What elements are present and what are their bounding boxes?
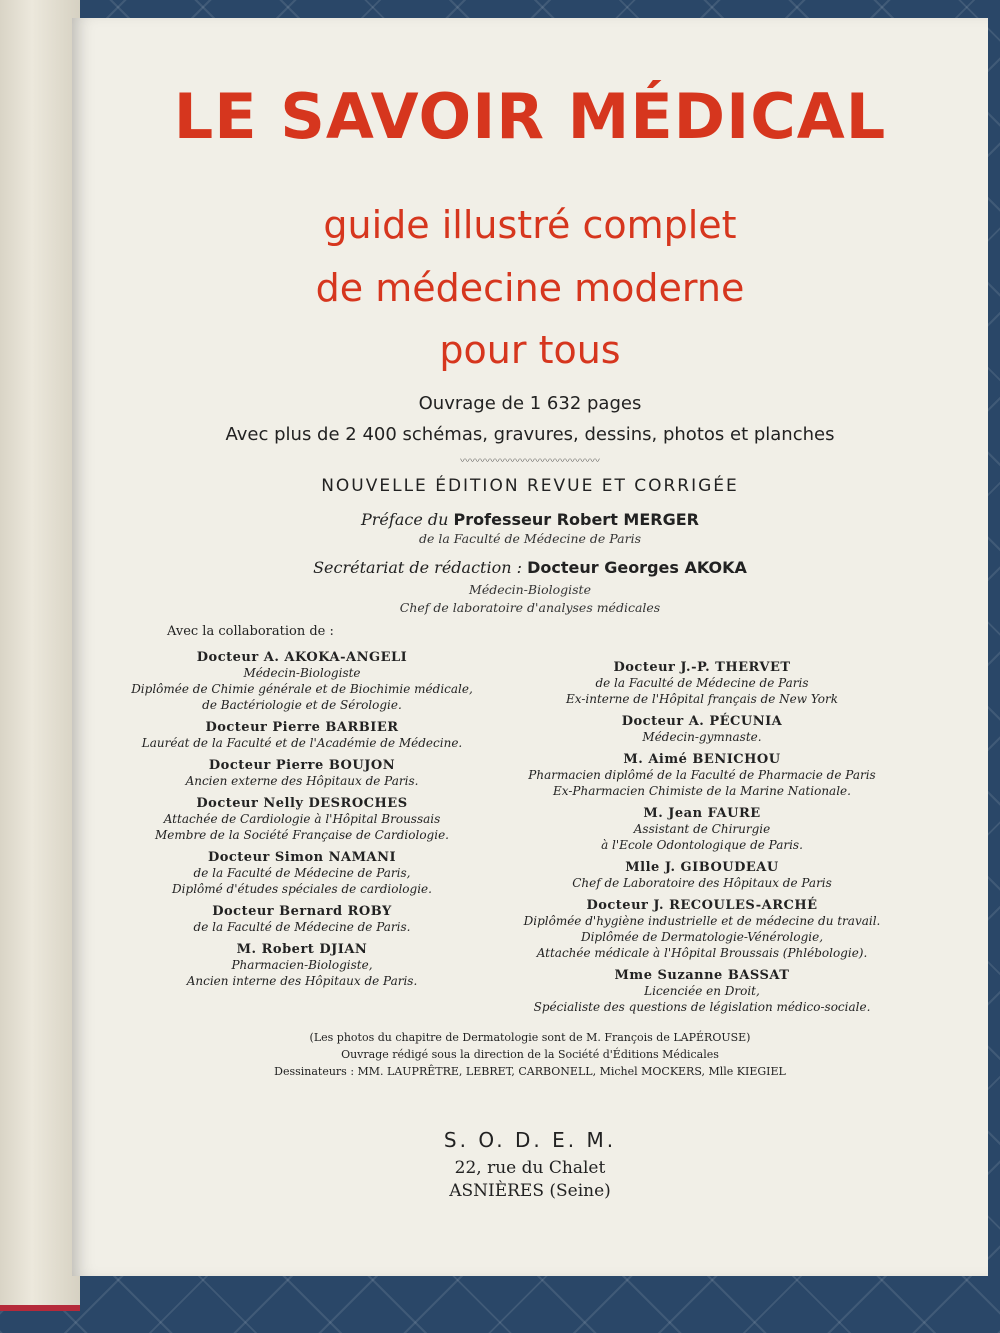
collaborator-name: Docteur A. PÉCUNIA	[621, 714, 783, 729]
wavy-divider: 〰〰〰〰〰〰〰〰〰〰〰〰〰〰	[460, 456, 600, 467]
collaborator-credential: Médecin-Biologiste	[243, 666, 361, 680]
preface-line	[72, 510, 988, 529]
collaborator-credential: de la Faculté de Médecine de Paris.	[193, 920, 411, 934]
collaborator-credential: de Bactériologie et de Sérologie.	[202, 698, 402, 712]
title-page	[72, 18, 988, 1276]
collaborator-credential: Membre de la Société Française de Cardiologie.	[155, 828, 449, 842]
collaborators-left-column	[102, 650, 502, 996]
collaborator-credential: Diplômée d'hygiène industrielle et de médecine du travail.	[523, 914, 881, 928]
collaborator-credential: Spécialiste des questions de législation médico-sociale.	[533, 1000, 871, 1014]
collaborator-entry	[502, 752, 902, 799]
edition-note: NOUVELLE ÉDITION REVUE ET CORRIGÉE	[321, 476, 739, 496]
collaborator-entry	[502, 898, 902, 961]
collaborator-credential: Diplômée de Dermatologie-Vénérologie,	[580, 930, 824, 944]
secretariat-label: Secrétariat de rédaction :	[313, 558, 522, 577]
collaborator-name: M. Robert DJIAN	[236, 942, 368, 957]
collaborator-entry	[502, 968, 902, 1015]
secretariat-line	[72, 558, 988, 577]
collaborator-credential: Ex-Pharmacien Chimiste de la Marine Nationale.	[553, 784, 851, 798]
collaborator-name: Docteur J.-P. THERVET	[613, 660, 791, 675]
collaborator-credential: Ex-interne de l'Hôpital français de New York	[566, 692, 838, 706]
collaborator-credential: Chef de Laboratoire des Hôpitaux de Paris	[572, 876, 832, 890]
collaborator-credential: Attachée de Cardiologie à l'Hôpital Broussais	[163, 812, 441, 826]
collaborator-entry	[102, 904, 502, 935]
collaborator-entry	[502, 806, 902, 853]
collaborator-name: M. Aimé BENICHOU	[623, 752, 781, 767]
collaborator-credential: Attachée médicale à l'Hôpital Broussais (Phlébologie).	[536, 946, 868, 960]
collaborators-right-column	[502, 660, 902, 1022]
publisher-name: S. O. D. E. M.	[443, 1128, 617, 1152]
collaborator-entry	[502, 714, 902, 745]
subtitle-line-3: pour tous	[439, 328, 621, 372]
collaborator-credential: Médecin-gymnaste.	[642, 730, 762, 744]
collaborator-credential: de la Faculté de Médecine de Paris,	[193, 866, 411, 880]
collaborator-credential: Ancien externe des Hôpitaux de Paris.	[185, 774, 419, 788]
book-title: LE SAVOIR MÉDICAL	[173, 80, 887, 153]
collaborator-entry	[102, 796, 502, 843]
collaborator-credential: Pharmacien diplômé de la Faculté de Pharmacie de Paris	[528, 768, 876, 782]
collaborator-credential: Diplômée de Chimie générale et de Biochimie médicale,	[131, 682, 473, 696]
collaborator-credential: à l'Ecole Odontologique de Paris.	[601, 838, 803, 852]
collaborator-credential: de la Faculté de Médecine de Paris	[595, 676, 809, 690]
collaborator-credential: Pharmacien-Biologiste,	[231, 958, 373, 972]
editorial-credit: Ouvrage rédigé sous la direction de la Société d'Éditions Médicales	[341, 1048, 719, 1061]
book-page-edges	[0, 0, 80, 1311]
preface-affiliation: de la Faculté de Médecine de Paris	[419, 531, 641, 546]
page-count: Ouvrage de 1 632 pages	[418, 393, 642, 414]
secretariat-title-2: Chef de laboratoire d'analyses médicales	[399, 600, 661, 615]
collaborator-name: Mme Suzanne BASSAT	[614, 968, 790, 983]
collaborator-credential: Diplômé d'études spéciales de cardiologie.	[172, 882, 432, 896]
subtitle-line-2: de médecine moderne	[315, 266, 745, 310]
collaborator-name: Docteur Nelly DESROCHES	[196, 796, 408, 811]
publisher-street: 22, rue du Chalet	[454, 1158, 606, 1178]
collaborator-entry	[102, 850, 502, 897]
secretariat-name: Docteur Georges AKOKA	[527, 558, 747, 577]
collaborator-credential: Lauréat de la Faculté et de l'Académie de Médecine.	[141, 736, 463, 750]
collaborator-name: Docteur Bernard ROBY	[212, 904, 392, 919]
collaborator-credential: Licenciée en Droit,	[644, 984, 760, 998]
collaborator-name: Docteur Simon NAMANI	[207, 850, 397, 865]
subtitle-line-1: guide illustré complet	[323, 203, 737, 247]
collaborator-name: Docteur Pierre BOUJON	[208, 758, 396, 773]
collaborator-credential: Assistant de Chirurgie	[633, 822, 771, 836]
collaborator-entry	[502, 660, 902, 707]
preface-author: Professeur Robert MERGER	[453, 510, 699, 529]
secretariat-title-1: Médecin-Biologiste	[469, 582, 591, 597]
illustration-count: Avec plus de 2 400 schémas, gravures, dessins, photos et planches	[225, 424, 835, 445]
publisher-city: ASNIÈRES (Seine)	[449, 1181, 611, 1201]
collaborator-entry	[102, 720, 502, 751]
collaborator-name: Docteur J. RECOULES-ARCHÉ	[586, 898, 818, 913]
collaborator-name: Docteur Pierre BARBIER	[205, 720, 399, 735]
collaborator-name: Docteur A. AKOKA-ANGELI	[196, 650, 408, 665]
collaborator-entry	[502, 860, 902, 891]
collaborator-entry	[102, 758, 502, 789]
collaborator-entry	[102, 942, 502, 989]
collaborator-name: M. Jean FAURE	[643, 806, 761, 821]
illustrators-credit: Dessinateurs : MM. LAUPRÊTRE, LEBRET, CARBONELL, Michel MOCKERS, Mlle KIEGIEL	[274, 1065, 786, 1078]
photo-credit: (Les photos du chapitre de Dermatologie sont de M. François de LAPÉROUSE)	[309, 1031, 751, 1044]
preface-label: Préface du	[361, 510, 449, 529]
collaborator-credential: Ancien interne des Hôpitaux de Paris.	[186, 974, 418, 988]
collaborator-name: Mlle J. GIBOUDEAU	[625, 860, 779, 875]
collaboration-heading: Avec la collaboration de :	[167, 624, 334, 639]
collaborator-entry	[102, 650, 502, 713]
